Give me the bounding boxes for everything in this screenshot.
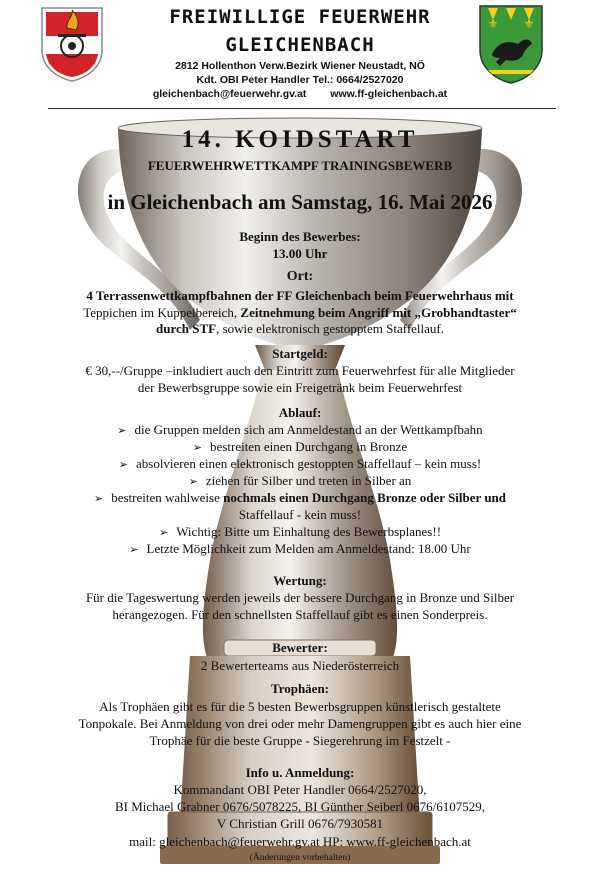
procedure-item-text: bestreiten einen Durchgang in Bronze (210, 439, 408, 454)
event-date: in Gleichenbach am Samstag, 16. Mai 2026 (107, 190, 493, 214)
disclaimer-note: (Änderungen vorbehalten) (249, 853, 351, 863)
trophies-line-2: Tonpokale. Bei Anmeldung von drei oder mehr Damengruppen gibt es auch hier eine (78, 716, 522, 731)
procedure-item (20, 456, 580, 472)
trophies-heading: Trophäen: (270, 681, 330, 696)
location-text: Teppichen im Kuppelbereich, (83, 305, 241, 320)
location-highlight: durch STF (155, 321, 217, 336)
procedure-item-highlight: nochmals einen Durchgang Bronze oder Silber und (223, 490, 507, 505)
registration-line-2: BI Michael Grabner 0676/5078225, BI Günther Seiberl 0676/6107529, (114, 799, 486, 814)
arrow-bullet-icon: ➢ (93, 493, 104, 505)
procedure-item (20, 490, 580, 506)
arrow-bullet-icon: ➢ (118, 459, 128, 471)
website-link[interactable]: www.ff-gleichenbach.at (330, 88, 448, 100)
procedure-item (20, 439, 580, 455)
registration-line-1: Kommandant OBI Peter Handler 0664/2527020, (173, 782, 427, 797)
procedure-item (20, 524, 580, 540)
postal-address: 2812 Hollenthon Verw.Bezirk Wiener Neustadt, NÖ (175, 60, 425, 72)
email-link[interactable]: gleichenbach@feuerwehr.gv.at (152, 88, 307, 100)
procedure-item-text: bestreiten wahlweise (111, 490, 224, 505)
commander-contact: Kdt. OBI Peter Handler Tel.: 0664/2527020 (196, 74, 404, 86)
location-highlight: Zeitnehmung beim Angriff mit „Grobhandtaster“ (240, 305, 517, 320)
scoring-heading: Wertung: (273, 573, 327, 588)
arrow-bullet-icon: ➢ (188, 476, 198, 488)
arrow-bullet-icon: ➢ (158, 527, 169, 539)
start-time: 13.00 Uhr (272, 246, 328, 261)
procedure-item-continued: Staffellauf - kein muss! (238, 507, 362, 522)
event-subtitle: FEUERWEHRWETTKAMPF TRAININGSBEWERB (147, 158, 453, 173)
procedure-item-text: ziehen für Silber und treten in Silber an (205, 473, 412, 488)
location-line-3 (20, 321, 580, 337)
trophies-line-3: Trophäe für die beste Gruppe - Siegerehrung im Festzelt - (149, 733, 451, 748)
fee-heading: Startgeld: (272, 346, 328, 361)
scoring-line-1: Für die Tageswertung werden jeweils der bessere Durchgang in Bronze und Silber (85, 590, 515, 605)
procedure-item-text: die Gruppen melden sich am Anmeldestand an der Wettkampfbahn (134, 422, 483, 437)
svg-text:⚜: ⚜ (487, 17, 499, 31)
registration-line-3: V Christian Grill 0676/7930581 (216, 816, 384, 831)
procedure-item (20, 541, 580, 557)
fee-line-1: € 30,--/Gruppe –inkludiert auch den Eintritt zum Feuerwehrfest für alle Mitglieder (85, 363, 515, 378)
org-name: FREIWILLIGE FEUERWEHR (169, 6, 431, 28)
arrow-bullet-icon: ➢ (192, 442, 203, 454)
trophies-line-1: Als Trophäen gibt es für die 5 besten Bewerbsgruppen künstlerisch gestaltete (99, 699, 501, 714)
location-line-1: 4 Terrassenwettkampfbahnen der FF Gleichenbach beim Feuerwehrhaus mit (86, 288, 514, 303)
procedure-item (20, 473, 580, 489)
event-title: 14. KOIDSTART (181, 126, 419, 153)
arrow-bullet-icon: ➢ (129, 544, 139, 556)
svg-text:⚜: ⚜ (523, 17, 535, 31)
fee-line-2: der Bewerbsgruppe sowie ein Freigetränk beim Feuerwehrfest (137, 380, 463, 395)
judges-line-1: 2 Bewerterteams aus Niederösterreich (200, 658, 400, 673)
location-line-2 (20, 305, 580, 321)
procedure-item-text: Letzte Möglichkeit zum Melden am Anmeldestand: 18.00 Uhr (146, 541, 471, 556)
registration-contact-links[interactable]: mail: gleichenbach@feuerwehr.gv.at HP: www.ff-gleichenbach.at (129, 834, 471, 849)
location-heading: Ort: (286, 269, 314, 284)
location-text: , sowie elektronisch gestopptem Staffellauf. (216, 321, 445, 336)
start-heading: Beginn des Bewerbes: (239, 229, 361, 244)
judges-heading: Bewerter: (272, 640, 328, 655)
registration-heading: Info u. Anmeldung: (245, 765, 355, 780)
procedure-item-text: absolvieren einen elektronisch gestoppten Staffellauf – kein muss! (135, 456, 482, 471)
org-location: GLEICHENBACH (225, 34, 375, 56)
scoring-line-2: herangezogen. Für den schnellsten Staffellauf gibt es einen Sonderpreis. (112, 607, 488, 622)
arrow-bullet-icon: ➢ (117, 425, 127, 437)
procedure-heading: Ablauf: (278, 405, 322, 420)
procedure-item (20, 422, 580, 438)
procedure-item-text: Wichtig: Bitte um Einhaltung des Bewerbsplanes!! (176, 524, 442, 539)
